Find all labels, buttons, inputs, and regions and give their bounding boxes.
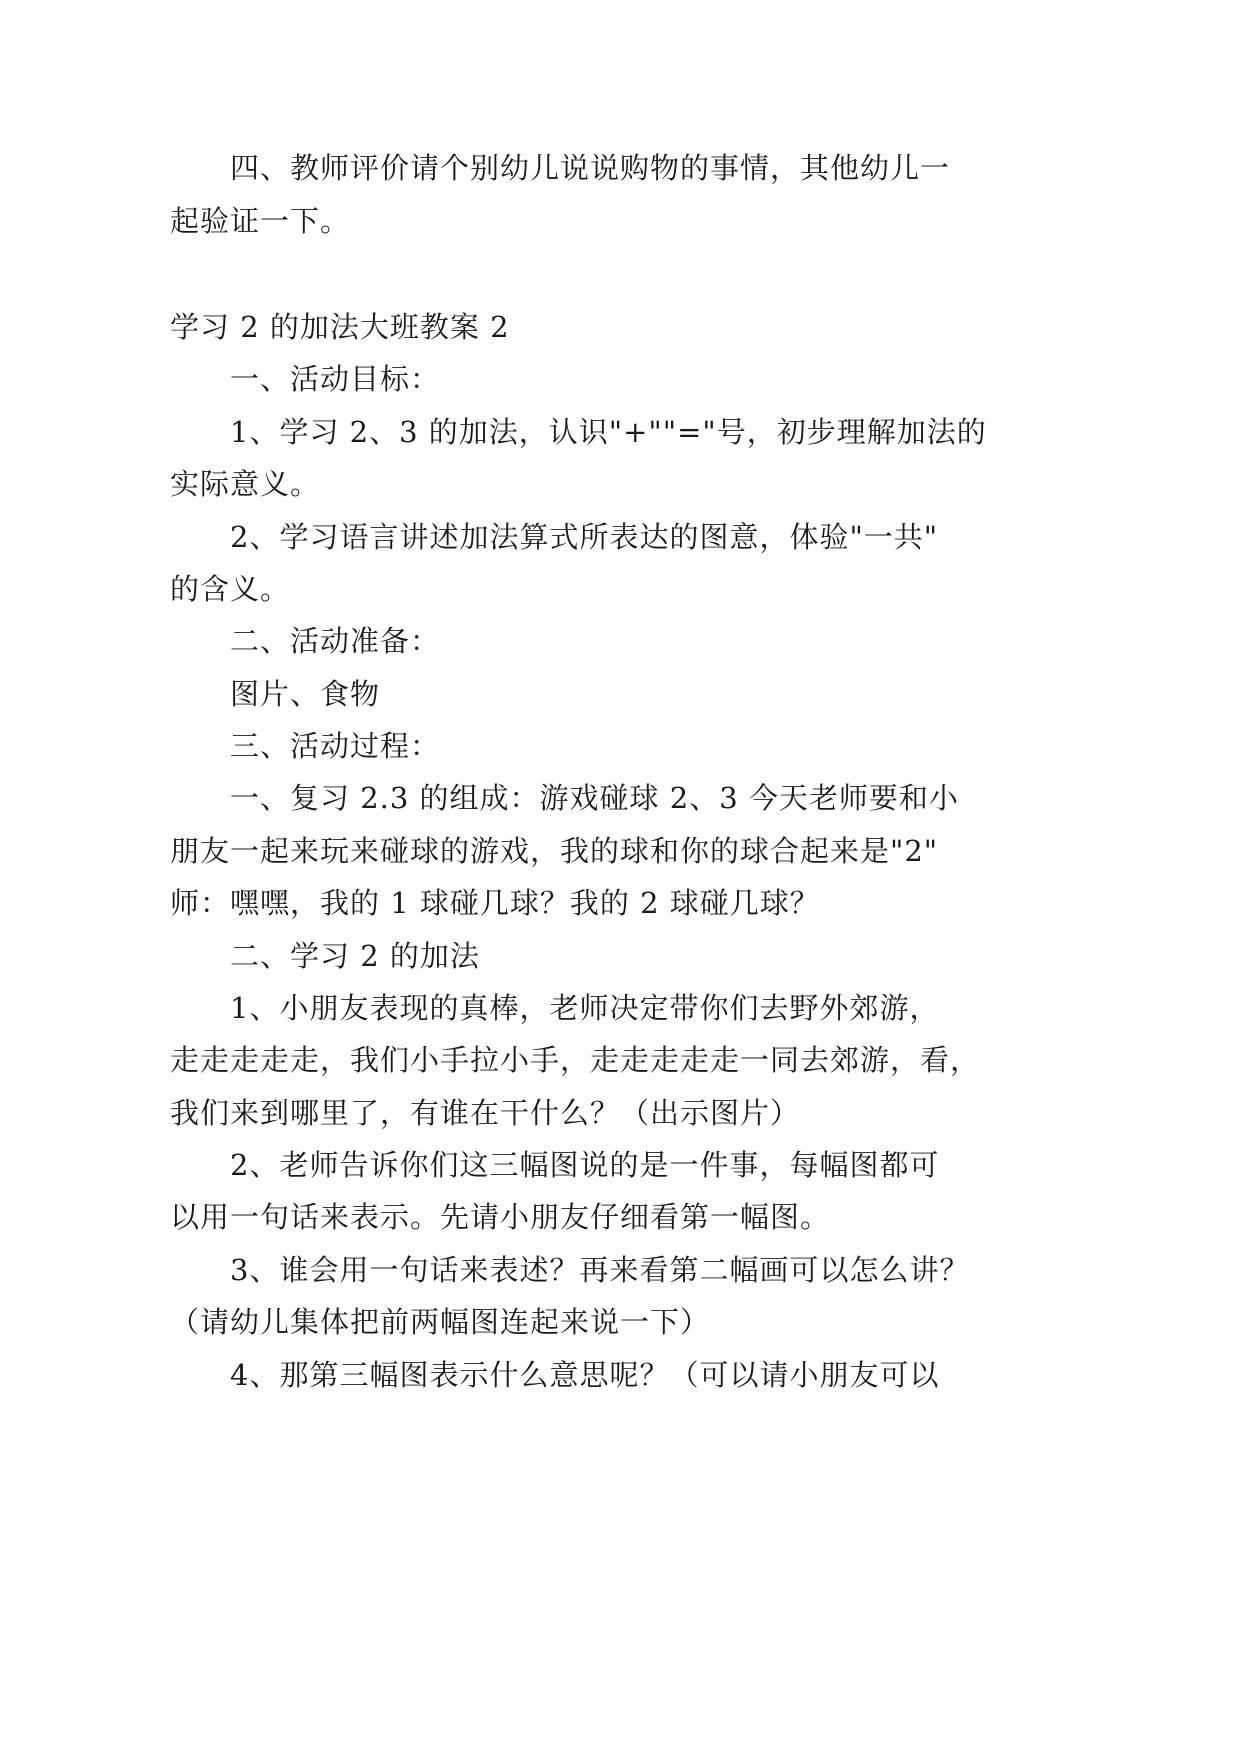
addition-step-1-continued: 走走走走走，我们小手拉小手，走走走走走一同去郊游，看，	[170, 1043, 981, 1077]
heading-learn-addition: 二、学习 2 的加法	[230, 939, 480, 973]
paragraph-section-four-continued: 起验证一下。	[170, 204, 351, 238]
addition-step-2-continued: 以用一句话来表示。先请小朋友仔细看第一幅图。	[170, 1200, 831, 1234]
addition-step-3-continued: （请幼儿集体把前两幅图连起来说一下）	[170, 1305, 711, 1339]
addition-step-2: 2、老师告诉你们这三幅图说的是一件事，每幅图都可	[230, 1148, 940, 1182]
goal-item-1: 1、学习 2、3 的加法，认识"+""="号，初步理解加法的	[230, 415, 987, 449]
lesson-title: 学习 2 的加法大班教案 2	[170, 310, 510, 344]
heading-activity-preparation: 二、活动准备：	[230, 624, 441, 658]
goal-item-2: 2、学习语言讲述加法算式所表达的图意，体验"一共"	[230, 520, 939, 554]
addition-step-1: 1、小朋友表现的真棒，老师决定带你们去野外郊游，	[230, 991, 940, 1025]
process-step-review-continued: 朋友一起来玩来碰球的游戏，我的球和你的球合起来是"2"	[170, 834, 939, 868]
paragraph-section-four: 四、教师评价请个别幼儿说说购物的事情，其他幼儿一	[230, 151, 951, 185]
addition-step-4: 4、那第三幅图表示什么意思呢？（可以请小朋友可以	[230, 1358, 940, 1392]
addition-step-3: 3、谁会用一句话来表述？再来看第二幅画可以怎么讲？	[230, 1253, 970, 1287]
heading-activity-goals: 一、活动目标：	[230, 362, 441, 396]
preparation-materials: 图片、食物	[230, 677, 381, 711]
addition-step-1-continued-2: 我们来到哪里了，有谁在干什么？（出示图片）	[170, 1096, 801, 1130]
process-step-review: 一、复习 2.3 的组成：游戏碰球 2、3 今天老师要和小	[230, 781, 959, 815]
goal-item-2-continued: 的含义。	[170, 572, 291, 606]
heading-activity-process: 三、活动过程：	[230, 729, 441, 763]
goal-item-1-continued: 实际意义。	[170, 467, 321, 501]
process-step-review-dialogue: 师：嘿嘿，我的 1 球碰几球？我的 2 球碰几球？	[170, 886, 820, 920]
